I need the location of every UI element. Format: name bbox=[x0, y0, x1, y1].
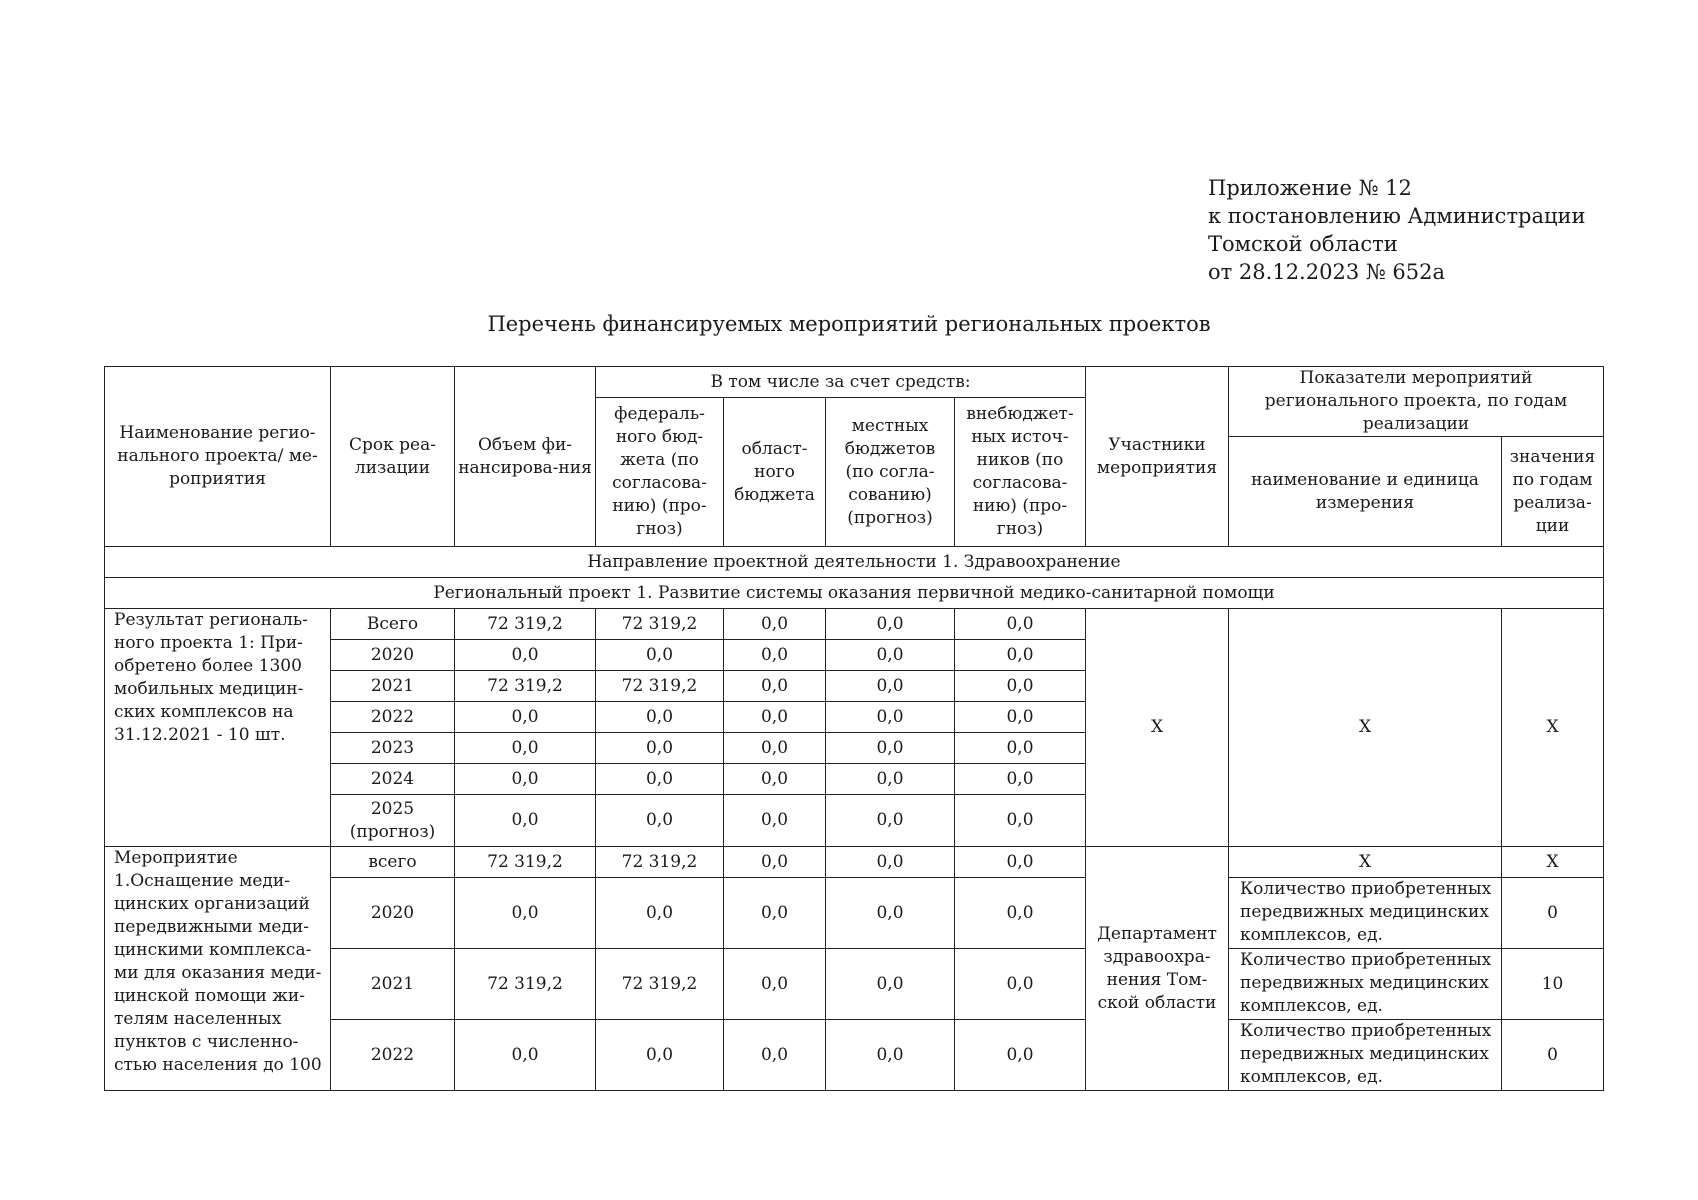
header-indicator-values: значения по годам реализа-ции bbox=[1502, 437, 1604, 547]
event-regional: 0,0 bbox=[724, 949, 826, 1020]
header-participants: Участники мероприятия bbox=[1086, 367, 1229, 547]
result-volume: 0,0 bbox=[455, 733, 596, 764]
result-federal: 0,0 bbox=[596, 795, 724, 847]
event-term: 2020 bbox=[331, 878, 455, 949]
result-federal: 72 319,2 bbox=[596, 609, 724, 640]
event-extra: 0,0 bbox=[955, 847, 1086, 878]
result-local: 0,0 bbox=[826, 733, 955, 764]
result-name: Результат региональ-ного проекта 1: При-обретено более 1300 мобильных медицин-ских комплексов на 31.12.2021 - 10 шт. bbox=[105, 609, 331, 847]
table-header bbox=[105, 367, 1604, 547]
header-indicator-name: наименование и единица измерения bbox=[1229, 437, 1502, 547]
header-volume: Объем фи-нансирова-ния bbox=[455, 367, 596, 547]
result-federal: 0,0 bbox=[596, 702, 724, 733]
event-indicator-value: 0 bbox=[1502, 878, 1604, 949]
event-extra: 0,0 bbox=[955, 878, 1086, 949]
event-local: 0,0 bbox=[826, 1020, 955, 1091]
event-regional: 0,0 bbox=[724, 847, 826, 878]
result-regional: 0,0 bbox=[724, 733, 826, 764]
header-indicators: Показатели мероприятий регионального проекта, по годам реализации bbox=[1229, 367, 1604, 437]
event-volume: 72 319,2 bbox=[455, 949, 596, 1020]
event-extra: 0,0 bbox=[955, 1020, 1086, 1091]
event-indicator-value: 10 bbox=[1502, 949, 1604, 1020]
result-participants: Х bbox=[1086, 609, 1229, 847]
result-term: 2021 bbox=[331, 671, 455, 702]
event-indicator-name: Х bbox=[1229, 847, 1502, 878]
result-term: Всего bbox=[331, 609, 455, 640]
event-name: Мероприятие 1.Оснащение меди-цинских организаций передвижными меди-цинскими комплекса-ми для оказания меди-цинской помощи жи-телям населенных пунктов с численно-стью населения до 100 bbox=[105, 847, 331, 1091]
event-local: 0,0 bbox=[826, 949, 955, 1020]
result-local: 0,0 bbox=[826, 702, 955, 733]
direction-row: Направление проектной деятельности 1. Здравоохранение bbox=[105, 547, 1604, 578]
result-term: 2022 bbox=[331, 702, 455, 733]
event-indicator-name: Количество приобретенных передвижных медицинских комплексов, ед. bbox=[1229, 949, 1502, 1020]
event-federal: 0,0 bbox=[596, 1020, 724, 1091]
result-term: 2020 bbox=[331, 640, 455, 671]
result-local: 0,0 bbox=[826, 640, 955, 671]
table-body bbox=[105, 547, 1604, 1091]
header-name: Наименование регио-нального проекта/ ме-роприятия bbox=[105, 367, 331, 547]
event-local: 0,0 bbox=[826, 847, 955, 878]
annex-line-3: Томской области bbox=[1208, 232, 1398, 256]
result-local: 0,0 bbox=[826, 609, 955, 640]
result-indicator-value: Х bbox=[1502, 609, 1604, 847]
result-volume: 72 319,2 bbox=[455, 609, 596, 640]
result-regional: 0,0 bbox=[724, 671, 826, 702]
event-term: 2021 bbox=[331, 949, 455, 1020]
event-regional: 0,0 bbox=[724, 878, 826, 949]
event-term: всего bbox=[331, 847, 455, 878]
event-regional: 0,0 bbox=[724, 1020, 826, 1091]
event-local: 0,0 bbox=[826, 878, 955, 949]
result-federal: 0,0 bbox=[596, 764, 724, 795]
event-term: 2022 bbox=[331, 1020, 455, 1091]
measures-table bbox=[104, 366, 1604, 1091]
header-local: местных бюджетов (по согла-сованию) (прогноз) bbox=[826, 398, 955, 547]
result-volume: 0,0 bbox=[455, 795, 596, 847]
result-regional: 0,0 bbox=[724, 795, 826, 847]
result-extra: 0,0 bbox=[955, 640, 1086, 671]
event-volume: 0,0 bbox=[455, 878, 596, 949]
event-indicator-name: Количество приобретенных передвижных медицинских комплексов, ед. bbox=[1229, 1020, 1502, 1091]
event-indicator-value: Х bbox=[1502, 847, 1604, 878]
annex-line-1: Приложение № 12 bbox=[1208, 176, 1412, 200]
result-volume: 0,0 bbox=[455, 764, 596, 795]
event-federal: 72 319,2 bbox=[596, 949, 724, 1020]
annex-line-2: к постановлению Администрации bbox=[1208, 204, 1586, 228]
result-volume: 0,0 bbox=[455, 640, 596, 671]
event-participants: Департамент здравоохра-нения Том-ской области bbox=[1086, 847, 1229, 1091]
result-extra: 0,0 bbox=[955, 733, 1086, 764]
event-federal: 72 319,2 bbox=[596, 847, 724, 878]
event-indicator-name: Количество приобретенных передвижных медицинских комплексов, ед. bbox=[1229, 878, 1502, 949]
result-volume: 72 319,2 bbox=[455, 671, 596, 702]
result-indicator-name: Х bbox=[1229, 609, 1502, 847]
result-regional: 0,0 bbox=[724, 640, 826, 671]
result-term: 2025 (прогноз) bbox=[331, 795, 455, 847]
result-local: 0,0 bbox=[826, 795, 955, 847]
header-federal: федераль-ного бюд-жета (по согласова-нию) (про-гноз) bbox=[596, 398, 724, 547]
result-local: 0,0 bbox=[826, 671, 955, 702]
header-including: В том числе за счет средств: bbox=[596, 367, 1086, 398]
result-federal: 0,0 bbox=[596, 733, 724, 764]
event-federal: 0,0 bbox=[596, 878, 724, 949]
result-federal: 0,0 bbox=[596, 640, 724, 671]
header-regional: област-ного бюджета bbox=[724, 398, 826, 547]
event-volume: 72 319,2 bbox=[455, 847, 596, 878]
event-extra: 0,0 bbox=[955, 949, 1086, 1020]
result-local: 0,0 bbox=[826, 764, 955, 795]
annex-line-4: от 28.12.2023 № 652а bbox=[1208, 260, 1445, 284]
result-term: 2023 bbox=[331, 733, 455, 764]
result-volume: 0,0 bbox=[455, 702, 596, 733]
project-row: Региональный проект 1. Развитие системы оказания первичной медико-санитарной помощи bbox=[105, 578, 1604, 609]
result-extra: 0,0 bbox=[955, 702, 1086, 733]
result-extra: 0,0 bbox=[955, 671, 1086, 702]
header-extra: внебюджет-ных источ-ников (по согласова-нию) (про-гноз) bbox=[955, 398, 1086, 547]
event-volume: 0,0 bbox=[455, 1020, 596, 1091]
result-term: 2024 bbox=[331, 764, 455, 795]
event-indicator-value: 0 bbox=[1502, 1020, 1604, 1091]
result-regional: 0,0 bbox=[724, 702, 826, 733]
result-federal: 72 319,2 bbox=[596, 671, 724, 702]
result-extra: 0,0 bbox=[955, 795, 1086, 847]
result-extra: 0,0 bbox=[955, 609, 1086, 640]
result-extra: 0,0 bbox=[955, 764, 1086, 795]
result-regional: 0,0 bbox=[724, 609, 826, 640]
annex-block bbox=[1208, 174, 1586, 286]
document-title: Перечень финансируемых мероприятий региональных проектов bbox=[487, 312, 1211, 336]
header-term: Срок реа-лизации bbox=[331, 367, 455, 547]
result-regional: 0,0 bbox=[724, 764, 826, 795]
